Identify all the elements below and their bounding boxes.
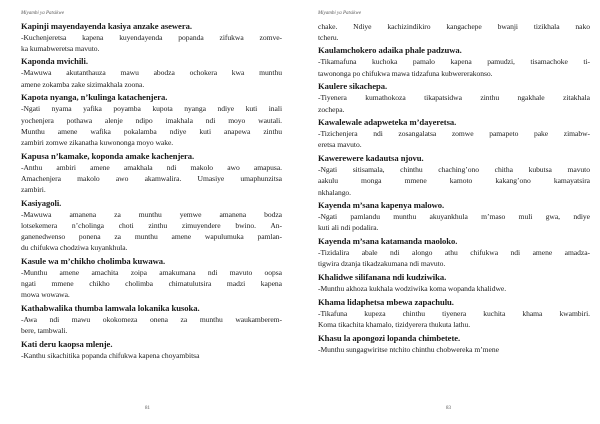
definition-line: -Munthu amene amachita zoipa amakumana ndi mavuto oopsa [21,268,282,278]
proverb-entry [318,153,590,198]
continued-definition [318,21,590,43]
proverb-definition [21,103,282,148]
definition-line: ka kumabweretsa mavuto. [21,43,100,53]
proverb-definition [21,162,282,196]
proverb-definition [318,56,590,78]
proverb-definition [21,32,282,54]
proverb-headword: Kayenda m’sana kapenya malowo. [318,200,445,211]
definition-line: -Kuchenjeretsa kapena kuyendayenda popanda zifukwa zomve- [21,32,282,42]
definition-line: -Anthu ambiri amene amakhala ndi makolo awo amapusa. [21,162,282,172]
proverb-entry [318,81,590,114]
proverb-headword: Kayenda m’sana katamanda maoloko. [318,236,458,247]
definition-line: ngati mmene chikho cholimba chimatulutsira madzi kapena [21,279,282,289]
proverb-headword: Khasu la apongozi lopanda chimbetete. [318,332,461,343]
definition-line: chake. Ndiye kachizindikiro kangachepe bwanji tizikhala nako [318,21,590,31]
page-number: 81 [145,406,150,411]
definition-line: -Tikamafuna kuchoka pamalo kapena pamudzi, tisamachoke ti- [318,57,590,67]
proverb-entry [21,198,282,254]
definition-line: du chifukwa chodziwa kuyankhula. [21,243,128,253]
right-page [300,0,600,424]
running-head: Miyambi ya Patsikwe [318,11,362,16]
definition-line: -Ngati pamlandu munthu akuyankhula m’maso muli gwa, ndiye [318,212,590,222]
definition-line: tcheru. [318,32,339,42]
proverb-headword: Kaponda mvichili. [21,56,88,67]
definition-line: -Ngati nyama yafika poyamba kupota nyanga ndiye kuti inali [21,104,282,114]
proverb-definition [318,308,590,330]
proverb-definition [318,92,590,114]
definition-line: nkhalango. [318,187,352,197]
page-number: 83 [446,406,451,411]
running-head: Miyambi ya Patsikwe [21,11,65,16]
definition-line: -Tiyenera kumathokoza tikapatsidwa zinthu ngakhale zitakhala [318,93,590,103]
definition-line: kuti ali ndi podalira. [318,223,379,233]
proverb-definition [21,267,282,301]
definition-line: aakulu monga mmene kamoto kakang’ono kamayatsira [318,176,590,186]
definition-line: yochenjera pothawa alenje ndipo imakhala ndi moyo wautali. [21,115,282,125]
proverb-headword: Kati deru kaopsa mlenje. [21,339,113,350]
definition-line: bere, tambwali. [21,326,68,336]
definition-line: -Kanthu sikachitika popanda chifukwa kapena choyambitsa [21,351,200,361]
proverb-entry [21,56,282,89]
proverb-entry [21,92,282,148]
proverb-entry [318,297,590,330]
proverb-headword: Khalidwe silifanana ndi kudziwika. [318,272,447,283]
proverb-headword: Kapota nyanga, n’kulinga katachenjera. [21,92,168,103]
definition-line: lotsekemera n’cholinga choti zinthu zimuyendere bwino. An- [21,220,282,230]
definition-line: -Awa ndi mawu okokomeza onena za munthu waukamberem- [21,315,282,325]
proverb-entry [318,200,590,233]
definition-line: -Munthu akhoza kukhala wodziwika koma wopanda khalidwe. [318,284,507,294]
definition-line: Amachenjera makolo awo akamwalira. Umasiye umaphunzitsa [21,173,282,183]
proverb-headword: Khama lidaphetsa mbewa zapachulu. [318,296,454,307]
definition-line: -Ngati sitisamala, chinthu chaching’ono chitha kubutsa mavuto [318,165,590,175]
definition-line: ganenedwenso ponena za munthu amene wapulumuka pamlan- [21,232,282,242]
proverb-definition [21,67,282,89]
definition-line: zambiri zomwe zikanatha kuwononga moyo wake. [21,137,174,147]
proverb-headword: Kapusa n’kamake, koponda amake kachenjera. [21,150,195,161]
proverb-headword: Kawalewale adapweteka m’dayeretsa. [318,117,457,128]
proverb-definition [318,211,590,233]
definition-line: -Munthu sungagwiritse ntchito chinthu chobwereka m’mene [318,344,499,354]
definition-line: -Tizichenjera ndi zosangalatsa zomwe pamapeto pake zimabw- [318,129,590,139]
proverb-headword: Kasiyagoli. [21,197,62,208]
definition-line: eretsa mavuto. [318,140,362,150]
definition-line: -Tizidalira abale ndi alongo athu chifukwa ndi amene amadza- [318,248,590,258]
proverb-definition [21,209,282,254]
definition-line: Koma tikachita khamalo, tizidyerera thukuta lathu. [318,319,471,329]
proverb-definition [318,247,590,269]
proverb-entry [21,256,282,301]
proverb-definition [318,344,590,355]
proverb-headword: Kaulere sikachepa. [318,81,388,92]
proverb-definition [21,314,282,336]
entry-list [21,21,282,362]
proverb-entry [318,333,590,355]
proverb-definition [318,128,590,150]
definition-line: zochepa. [318,104,345,114]
proverb-entry [318,117,590,150]
proverb-headword: Kaulamchokero adaika phale padzuwa. [318,45,462,56]
proverb-entry [318,236,590,269]
proverb-entry [318,272,590,294]
proverb-headword: Kathabwalika thumba lamwala lokanika kusoka. [21,303,200,314]
entry-list [318,45,590,354]
proverb-headword: Kawerewere kadautsa njovu. [318,153,424,164]
definition-line: -Tikafuna kupeza chinthu tiyenera kuchita khama kwambiri. [318,308,590,318]
definition-line: tigwira dzanja tikadzakumana ndi mavuto. [318,259,446,269]
proverb-definition [318,283,590,294]
definition-line: amene zokamba zake sizimakhala zoona. [21,79,145,89]
definition-line: tawononga po chifukwa mawa tidzafuna kubwererakonso. [318,68,493,78]
definition-line: -Mawuwa amanena za munthu yemwe amanena bodza [21,209,282,219]
proverb-headword: Kapinji mayendayenda kasiya anzake asewera. [21,20,192,31]
definition-line: -Mawuwa akutanthauza mawu abodza ochokera kwa munthu [21,68,282,78]
proverb-entry [318,45,590,78]
proverb-entry [21,21,282,54]
proverb-definition [318,164,590,198]
proverb-entry [21,151,282,196]
definition-line: mowa wowawa. [21,290,70,300]
proverb-definition [21,350,282,361]
definition-line: Munthu amene wafika pokalamba ndiye kuti anapewa zinthu [21,126,282,136]
proverb-headword: Kasule wa m’chikho cholimba kuwawa. [21,256,166,267]
proverb-entry [21,339,282,361]
definition-line: zambiri. [21,185,46,195]
proverb-entry [21,303,282,336]
